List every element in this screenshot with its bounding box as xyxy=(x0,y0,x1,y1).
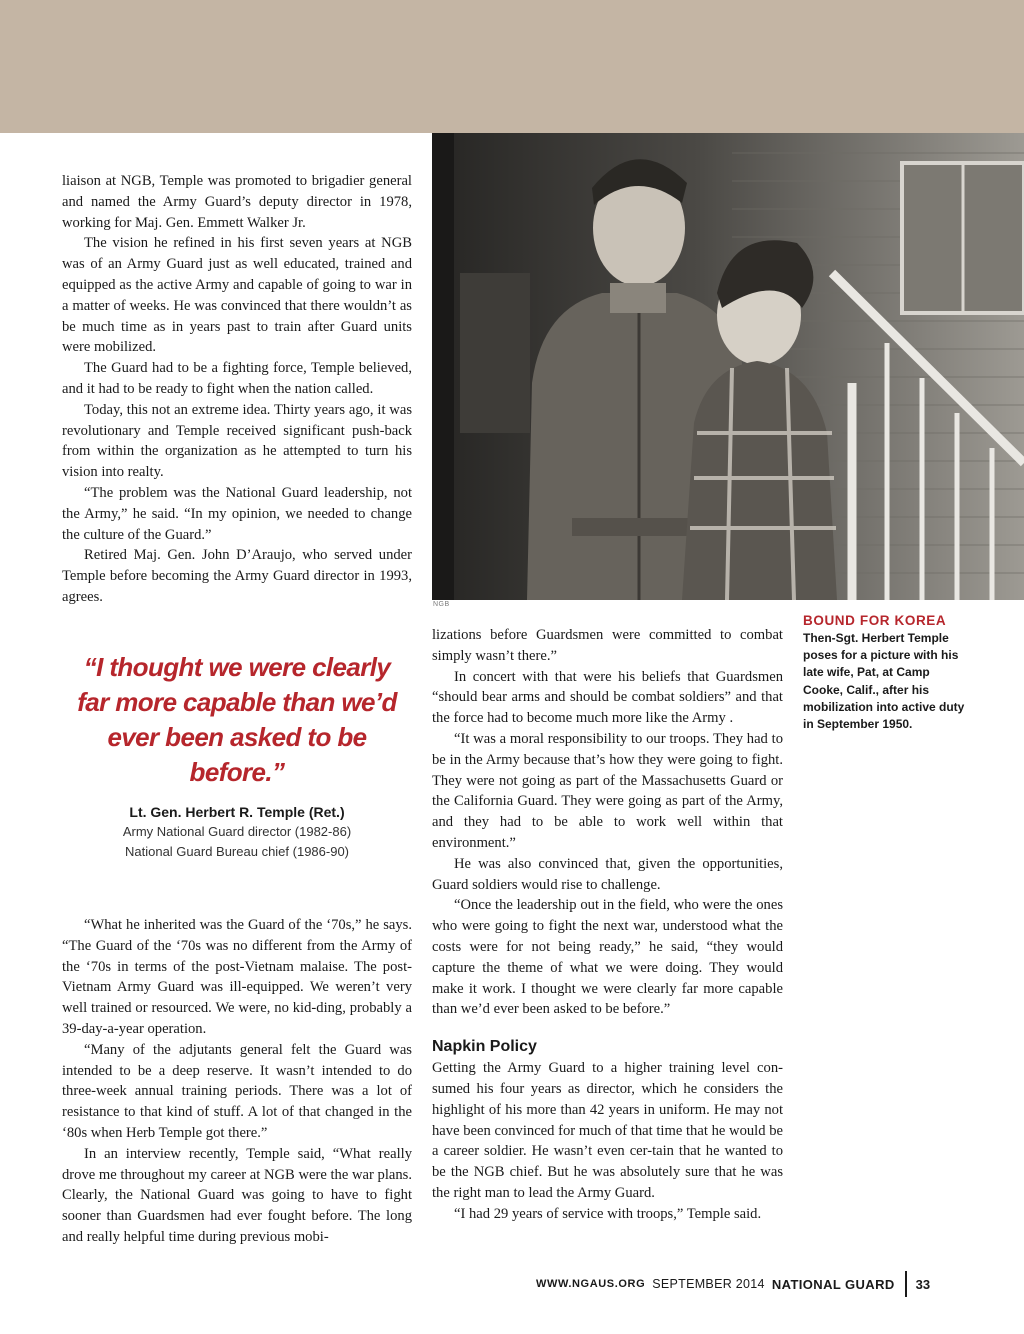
paragraph: In an interview recently, Temple said, “What really drove me throughout my career at NGB were the war plans. Clearly, the National Guard was going to have to fight sooner than Guardsmen had ever fought before. The long and really helpful time during previous mobi- xyxy=(62,1145,412,1245)
footer-website: WWW.NGAUS.ORG xyxy=(536,1278,646,1290)
header-color-band xyxy=(0,0,1024,133)
photo-credit: NGB xyxy=(433,601,450,608)
paragraph: liaison at NGB, Temple was promoted to brigadier general and named the Army Guard’s deputy director in 1978, working for Maj. Gen. Emmett Walker Jr. xyxy=(62,173,412,231)
paragraph: “Many of the adjutants general felt the Guard was intended to be a deep reserve. It wasn’t intended to do three-week annual training periods. There was a lot of resistance to that kind of stuff. A lot of that changed in the ‘80s when Herb Temple got there.” xyxy=(62,1041,412,1141)
paragraph: “What he inherited was the Guard of the ‘70s,” he says. “The Guard of the ‘70s was no different from the Army of the ‘70s in terms of the post-Vietnam malaise. The post-Vietnam Army Guard was ill-equipped. We weren’t very well trained or resourced. We were, no kid-ding, probably a 39-day-a-year operation. xyxy=(62,917,412,1037)
pull-quote-attribution-role: Army National Guard director (1982-86) xyxy=(122,824,352,839)
paragraph: Retired Maj. Gen. John D’Araujo, who served under Temple before becoming the Army Guard director in 1993, agrees. xyxy=(62,547,412,605)
footer-divider xyxy=(905,1271,907,1297)
pull-quote-attribution-name: Lt. Gen. Herbert R. Temple (Ret.) xyxy=(129,804,345,820)
paragraph: “Once the leadership out in the field, who were the ones who were going to fight the next war, understood what the costs were for not being ready,” he said, “they would capture the theme of what we were doing. They would make it work. I thought we were clearly far more capable than we’d ever been asked to be before.” xyxy=(432,897,783,1018)
historic-photo xyxy=(432,133,1024,600)
pull-quote-attribution-role: National Guard Bureau chief (1986-90) xyxy=(124,844,350,859)
paragraph: The Guard had to be a fighting force, Temple believed, and it had to be ready to fight when the nation called. xyxy=(62,360,412,397)
section-subhead: Napkin Policy xyxy=(432,1038,537,1056)
paragraph: “It was a moral responsibility to our troops. They had to be in the Army because that’s how they were going to fight. They were not going as part of the Massachusetts Guard or the California Guard. They were going as part of the Army, and they had to be able to work well within that environment.” xyxy=(432,730,783,851)
footer-magazine-name: NATIONAL GUARD xyxy=(771,1276,895,1292)
page-number: 33 xyxy=(915,1276,931,1292)
paragraph: “I had 29 years of service with troops,” Temple said. xyxy=(454,1205,762,1222)
footer-issue-date: SEPTEMBER 2014 xyxy=(652,1277,765,1291)
photo-illustration xyxy=(432,133,1024,600)
paragraph: Today, this not an extreme idea. Thirty years ago, it was revolutionary and Temple received significant push-back from within the organization as he attempted to turn his vision into realty. xyxy=(62,401,412,481)
paragraph: In concert with that were his beliefs that Guardsmen “should bear arms and should be combat soldiers” and that the force had to become much more like the Army . xyxy=(432,668,783,727)
paragraph: “The problem was the National Guard leadership, not the Army,” he said. “In my opinion, we needed to change the culture of the Guard.” xyxy=(62,484,412,543)
article-column-middle xyxy=(432,625,783,1225)
paragraph: lizations before Guardsmen were committed to combat simply wasn’t there.” xyxy=(432,627,783,664)
paragraph: The vision he refined in his first seven years at NGB was of an Army Guard just as well educated, trained and equipped as the active Army and capable of going to war in a matter of weeks. He was convinced that there wouldn’t as be much time as in years past to train after Guard units were mobilized. xyxy=(62,235,412,356)
pull-quote xyxy=(62,650,412,862)
paragraph: Getting the Army Guard to a higher training level con-sumed his four years as director, which he considers the highlight of his more than 42 years in uniform. He may not have been convinced for much of that time that he would be a career soldier. He wasn’t even cer-tain that he wanted to be the NGB chief. But he was absolutely sure that he was the right man to lead the Army Guard. xyxy=(432,1060,783,1201)
page-footer xyxy=(536,1271,930,1297)
article-column-left-top xyxy=(62,171,412,608)
caption-headline: BOUND FOR KOREA xyxy=(803,613,947,628)
photo-caption xyxy=(803,612,973,733)
article-column-left-bottom xyxy=(62,915,412,1248)
caption-text: Then-Sgt. Herbert Temple poses for a picture with his late wife, Pat, at Camp Cooke, Calif., after his mobilization into active duty in September 1950. xyxy=(803,631,965,732)
paragraph: He was also convinced that, given the opportunities, Guard soldiers would rise to challenge. xyxy=(432,855,783,893)
pull-quote-text: “I thought we were clearly far more capable than we’d ever been asked to be before.” xyxy=(77,652,397,787)
